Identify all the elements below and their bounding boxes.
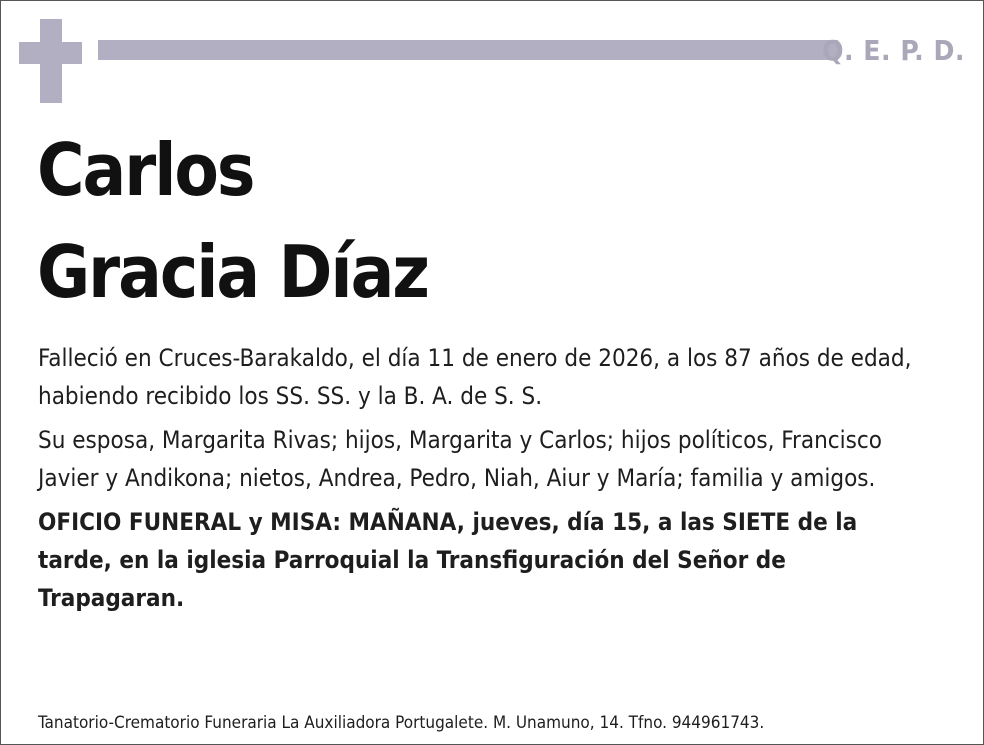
family-paragraph: Su esposa, Margarita Rivas; hijos, Margarita y Carlos; hijos políticos, Francisco Javier y Andikona; nietos, Andrea, Pedro, Niah, Aiur y María; familia y amigos. [38,426,882,492]
death-notice-paragraph: Falleció en Cruces-Barakaldo, el día 11 de enero de 2026, a los 87 años de edad, habiendo recibido los SS. SS. y la B. A. de S. S. [38,344,912,410]
deceased-name [37,119,428,323]
cross-icon-arm [19,42,82,64]
service-paragraph: OFICIO FUNERAL y MISA: MAÑANA, jueves, día 15, a las SIETE de la tarde, en la iglesia Parroquial la Transfiguración del Señor de Trapagaran. [38,508,858,612]
first-name: Carlos [37,128,254,212]
header-rule [98,40,838,60]
surnames: Gracia Díaz [37,230,428,314]
obituary-body [38,339,938,623]
funeral-home-footer: Tanatorio-Crematorio Funeraria La Auxiliadora Portugalete. M. Unamuno, 14. Tfno. 944961743. [38,713,765,733]
qepd-label: Q. E. P. D. [822,34,965,67]
